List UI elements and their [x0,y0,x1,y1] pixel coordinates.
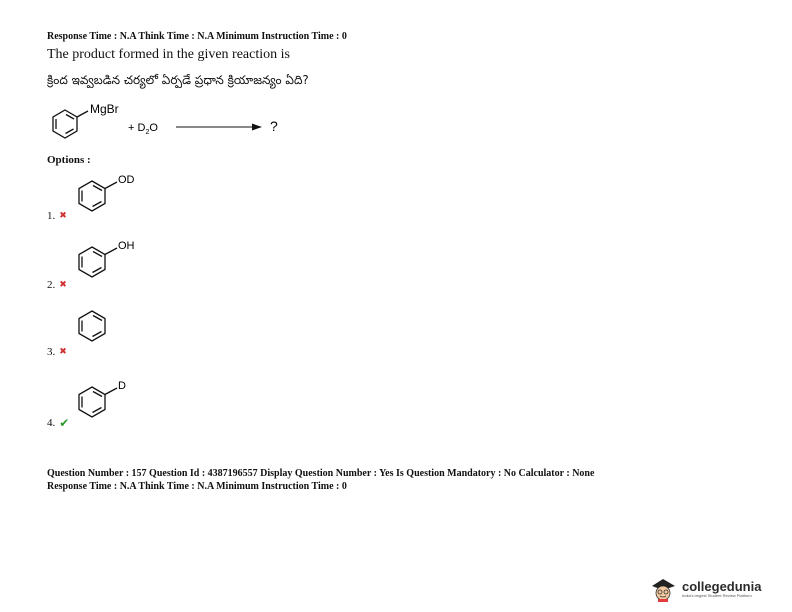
question-text-english: The product formed in the given reaction is [47,47,290,62]
option-1-structure [72,168,142,218]
response-time-line: Response Time : N.A Think Time : N.A Minimum Instruction Time : 0 [47,481,347,492]
collegedunia-logo [648,576,761,602]
option-4-structure [72,374,142,424]
option-3[interactable] [47,346,67,358]
option-1-substituent: OD [118,174,135,186]
reactant-substituent-mgbr: MgBr [90,102,119,116]
option-4[interactable] [47,416,69,430]
option-2-substituent: OH [118,240,135,252]
options-label: Options : [47,154,91,166]
cross-icon: ✖ [59,211,67,221]
checkmark-icon: ✔ [59,416,70,430]
option-4-substituent: D [118,380,126,392]
response-time-meta: Response Time : N.A Think Time : N.A Minimum Instruction Time : 0 [47,31,347,42]
logo-wordmark: collegedunia [682,579,762,594]
product-question-mark: ? [270,118,278,134]
question-text-telugu: క్రింద ఇవ్వబడిన చర్యలో ఏర్పడే ప్రధాన క్రియాజన్యం ఏది? [47,73,309,87]
cross-icon: ✖ [59,347,67,357]
option-2[interactable] [47,279,67,291]
mascot-icon [648,576,678,602]
reaction-scheme [40,96,300,148]
option-1[interactable] [47,210,67,222]
option-3-structure [72,306,122,346]
option-2-structure [72,234,142,284]
reactant-benzene-ring [53,110,88,138]
option-3-number: 3. [47,346,56,358]
question-info-line: Question Number : 157 Question Id : 4387196557 Display Question Number : Yes Is Question Mandatory : No Calculator : None [47,468,595,479]
reagent-d2o: + $D_2O$ [128,122,158,136]
option-4-number: 4. [47,417,56,429]
option-2-number: 2. [47,279,56,291]
reaction-arrow [176,124,262,131]
cross-icon: ✖ [59,280,67,290]
logo-tagline: India's largest Student Review Platform [682,593,752,598]
option-1-number: 1. [47,210,56,222]
